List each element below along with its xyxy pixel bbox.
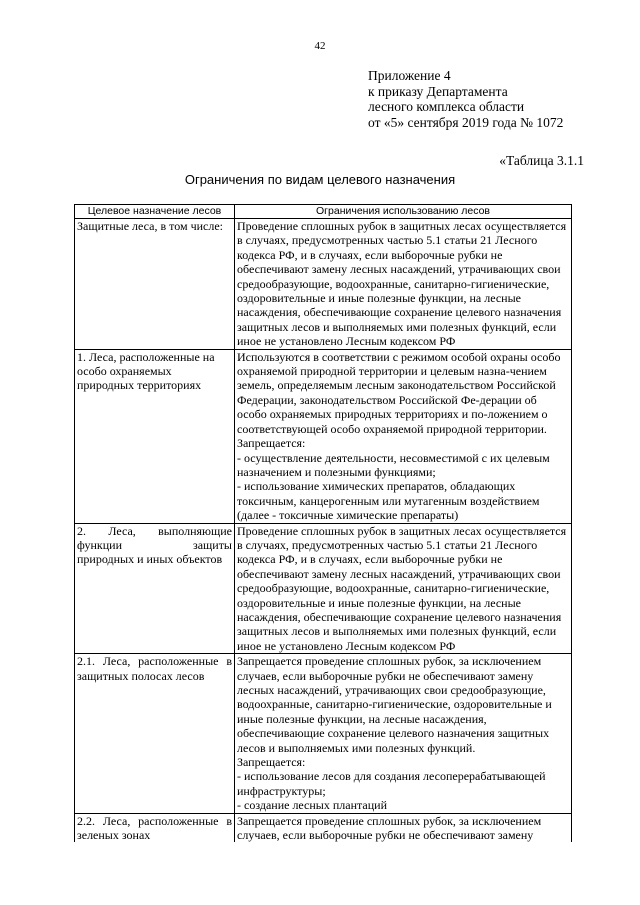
restriction-line: средообразующие, водоохранные, санитарно-гигиенические, <box>237 276 550 291</box>
purpose-line: зеленых зонах <box>77 828 151 843</box>
restriction-line: инфраструктуры; <box>237 783 326 798</box>
appendix-line: от «5» сентября 2019 года № 1072 <box>368 114 564 130</box>
restriction-line: Федерации, законодательством Российской Фе-дерации об <box>237 392 537 407</box>
purpose-line: Защитные леса, в том числе: <box>77 219 224 233</box>
restriction-line: насаждения, обеспечивающие сохранение целевого назначения <box>237 609 562 624</box>
appendix-block <box>368 68 563 130</box>
restriction-line: защитных лесов и выполняемых ими полезных функций, если <box>237 319 557 334</box>
restriction-line: соответствующей особо охраняемой природной территории. <box>237 421 547 436</box>
restriction-line: кодекса РФ, и в случаях, если выборочные рубки не <box>237 552 503 567</box>
purpose-line: природных и иных объектов <box>77 552 223 567</box>
restrictions-table <box>74 204 572 842</box>
restriction-line: назначением и полезными функциями; <box>237 464 436 479</box>
purpose-cell <box>75 813 235 842</box>
restriction-line: Запрещается: <box>237 436 306 451</box>
restriction-line: оздоровительные и иные полезные функции, на лесные <box>237 595 521 610</box>
purpose-line: 2.2. Леса, расположенные в <box>77 813 232 828</box>
appendix-line: Приложение 4 <box>368 68 451 83</box>
table-reference: «Таблица 3.1.1 <box>499 153 584 168</box>
column-header-purpose: Целевое назначение лесов <box>75 205 235 219</box>
restrictions-cell <box>235 523 572 654</box>
purpose-line: защитных полосах лесов <box>77 668 205 683</box>
restriction-line: защитных лесов и выполняемых ими полезных функций, если <box>237 624 557 639</box>
restriction-line: иное не установлено Лесным кодексом РФ <box>237 638 456 653</box>
restrictions-cell <box>235 813 572 842</box>
purpose-cell <box>75 523 235 654</box>
restriction-line: - использование химических препаратов, обладающих <box>237 479 516 494</box>
restriction-line: охраняемой природной территории и целевым назна-чением <box>237 364 547 379</box>
restriction-line: - осуществление деятельности, несовместимой с их целевым <box>237 450 550 465</box>
appendix-line: к приказу Департамента <box>368 83 508 99</box>
restriction-line: средообразующие, водоохранные, санитарно-гигиенические, <box>237 581 550 596</box>
restrictions-cell <box>235 349 572 523</box>
restriction-line: обеспечивающие сохранение целевого назначения защитных <box>237 726 550 741</box>
table-row <box>75 813 572 842</box>
restrictions-cell <box>235 219 572 350</box>
purpose-cell <box>75 654 235 813</box>
table-title: Ограничения по видам целевого назначения <box>184 172 456 187</box>
restriction-line: иные полезные функции, на лесные насаждения, <box>237 711 487 726</box>
table-row <box>75 219 572 350</box>
table-header-row <box>75 205 572 219</box>
restriction-line: - использование лесов для создания лесоперерабатывающей <box>237 769 546 784</box>
restriction-line: земель, определяемым лесным законодательством Российской <box>237 378 556 393</box>
appendix-line: лесного комплекса области <box>368 99 525 114</box>
purpose-line: природных территориях <box>77 378 202 393</box>
restriction-line: случаев, если выборочные рубки не обеспечивают замену <box>237 668 534 683</box>
restriction-line: случаев, если выборочные рубки не обеспечивают замену <box>237 828 534 843</box>
purpose-cell <box>75 349 235 523</box>
restriction-line: Запрещается проведение сплошных рубок, за исключением <box>237 654 542 669</box>
restriction-line: обеспечивают замену лесных насаждений, утрачивающих свои <box>237 566 561 581</box>
restriction-line: иное не установлено Лесным кодексом РФ <box>237 334 456 349</box>
restriction-line: Проведение сплошных рубок в защитных лесах осуществляется <box>237 523 567 538</box>
restriction-line: кодекса РФ, и в случаях, если выборочные рубки не <box>237 247 503 262</box>
restriction-line: Запрещается проведение сплошных рубок, за исключением <box>237 813 542 828</box>
restriction-line: (далее - токсичные химические препараты) <box>237 508 459 523</box>
restriction-line: токсичным, канцерогенным или мутагенным воздействием <box>237 493 540 508</box>
restriction-line: Проведение сплошных рубок в защитных лесах осуществляется <box>237 219 567 233</box>
purpose-line: 2. Леса, выполняющие <box>77 523 232 538</box>
restriction-line: лесов и выполняемых ими полезных функций. <box>237 740 476 755</box>
restriction-line: лесных насаждений, утрачивающих свои средообразующие, <box>237 683 546 697</box>
restriction-line: оздоровительные и иные полезные функции, на лесные <box>237 291 521 306</box>
restriction-line: особо охраняемых природных территориях и по-ложением о <box>237 407 548 422</box>
table-row <box>75 654 572 813</box>
purpose-line: особо охраняемых <box>77 364 172 379</box>
restriction-line: в случаях, предусмотренных частью 5.1 статьи 21 Лесного <box>237 537 538 552</box>
restriction-line: Используются в соответствии с режимом особой охраны особо <box>237 349 561 364</box>
restriction-line: водоохранные, санитарно-гигиенические, оздоровительные и <box>237 697 552 712</box>
restriction-line: в случаях, предусмотренных частью 5.1 статьи 21 Лесного <box>237 233 538 248</box>
table-row <box>75 523 572 654</box>
restrictions-cell <box>235 654 572 813</box>
purpose-line: 1. Леса, расположенные на <box>77 349 215 364</box>
purpose-cell <box>75 219 235 350</box>
restriction-line: насаждения, обеспечивающие сохранение целевого назначения <box>237 305 562 320</box>
page-number: 42 <box>314 40 326 52</box>
restriction-line: Запрещается: <box>237 755 306 770</box>
column-header-restrictions: Ограничения использованию лесов <box>235 205 572 219</box>
restriction-line: - создание лесных плантаций <box>237 798 388 813</box>
purpose-line: функции защиты <box>77 537 232 552</box>
purpose-line: 2.1. Леса, расположенные в <box>77 654 232 669</box>
table-row <box>75 349 572 523</box>
restriction-line: обеспечивают замену лесных насаждений, утрачивающих свои <box>237 262 561 277</box>
